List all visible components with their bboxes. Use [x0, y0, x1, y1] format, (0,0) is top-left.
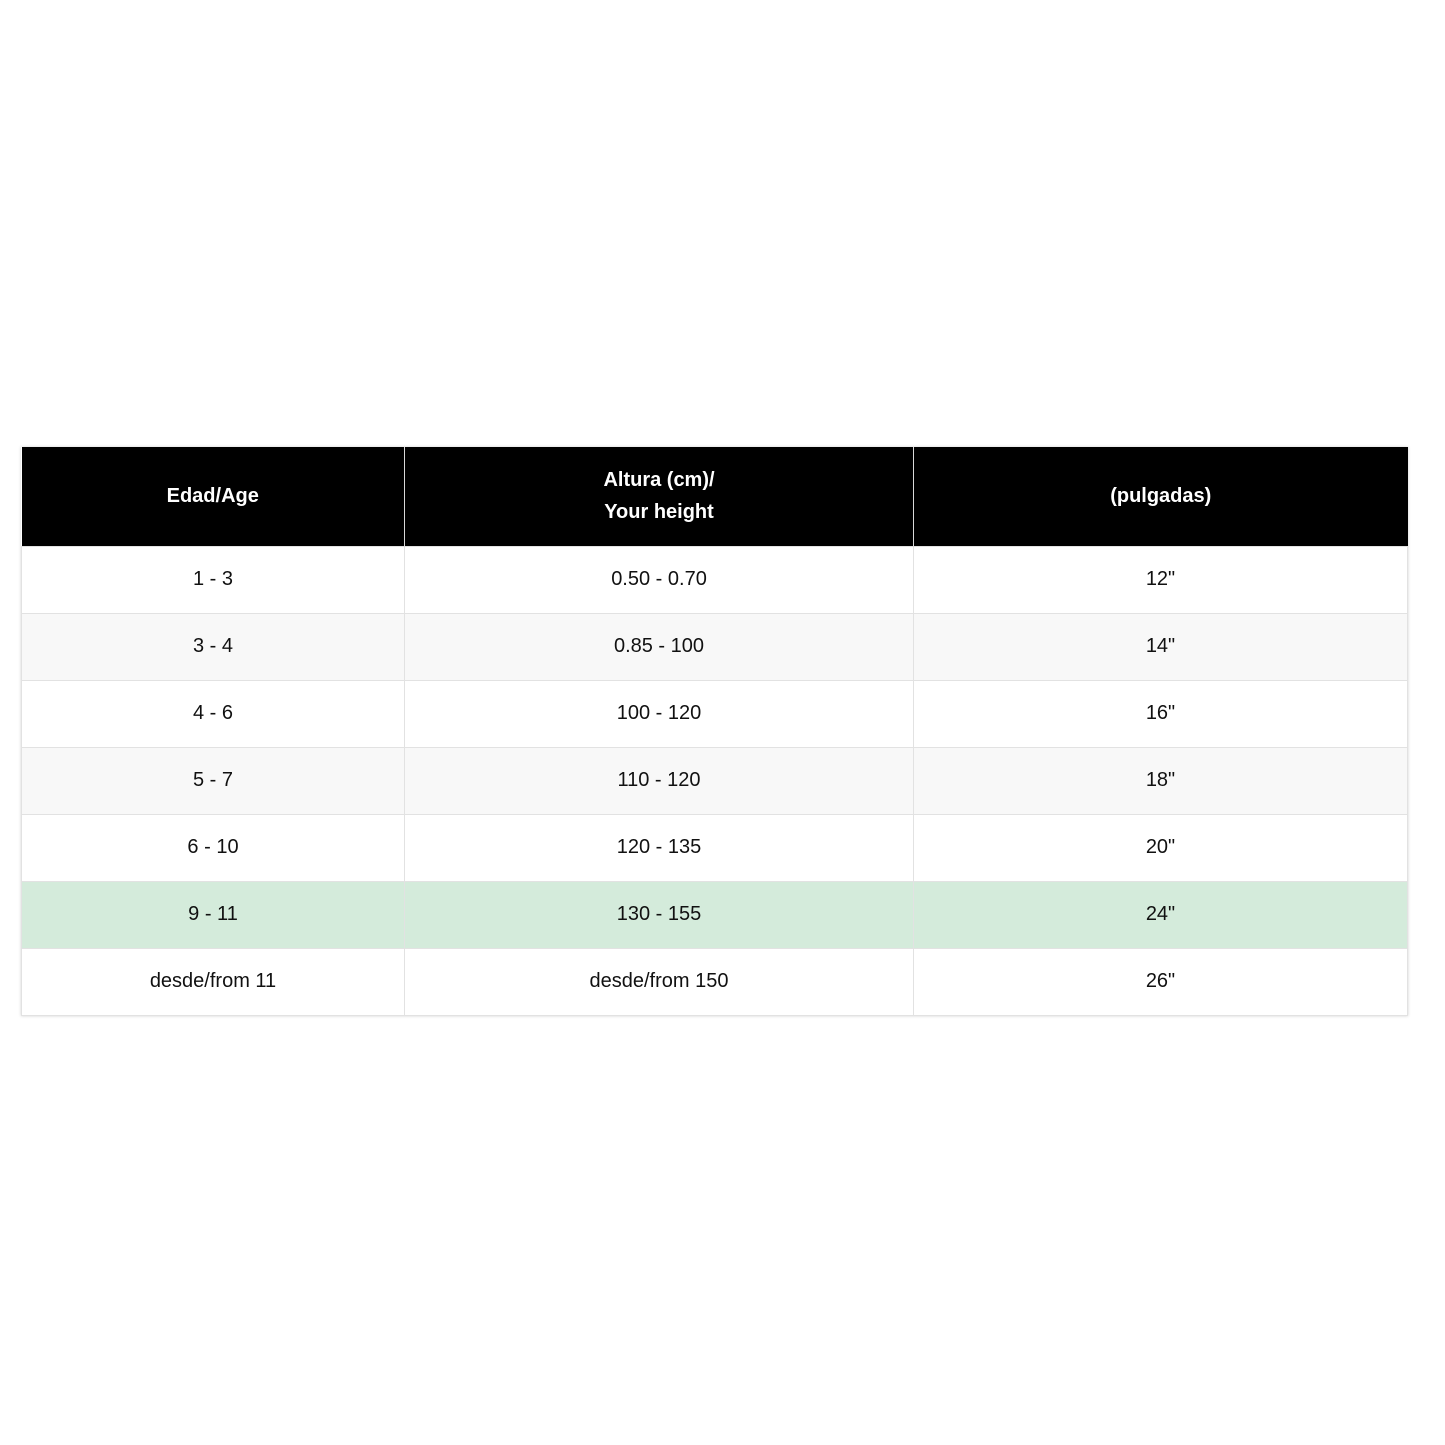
height-cell: 0.85 - 100: [405, 613, 914, 680]
inches-cell: 12": [914, 546, 1408, 613]
inches-cell: 24": [914, 881, 1408, 948]
table-header: [22, 447, 1408, 546]
table-row: [22, 613, 1408, 680]
header-height-label-line1: Altura (cm)/: [603, 469, 715, 492]
size-chart-table: [21, 447, 1408, 1016]
age-cell: 9 - 11: [22, 881, 405, 948]
inches-cell: 16": [914, 680, 1408, 747]
height-cell: desde/from 150: [405, 948, 914, 1015]
header-inches-label: (pulgadas): [1110, 485, 1212, 508]
header-inches: [914, 447, 1408, 546]
header-age: [22, 447, 405, 546]
table-row: [22, 680, 1408, 747]
inches-cell: 20": [914, 814, 1408, 881]
header-height-cm: [405, 447, 914, 546]
table-body: [22, 546, 1408, 1015]
table-row: [22, 814, 1408, 881]
age-cell: 4 - 6: [22, 680, 405, 747]
table-row: [22, 948, 1408, 1015]
height-cell: 130 - 155: [405, 881, 914, 948]
header-row: [22, 447, 1408, 546]
height-cell: 110 - 120: [405, 747, 914, 814]
height-cell: 100 - 120: [405, 680, 914, 747]
inches-cell: 26": [914, 948, 1408, 1015]
header-height-label-line2: Your height: [604, 501, 714, 524]
table-row: [22, 747, 1408, 814]
inches-cell: 14": [914, 613, 1408, 680]
age-cell: 5 - 7: [22, 747, 405, 814]
age-cell: 1 - 3: [22, 546, 405, 613]
inches-cell: 18": [914, 747, 1408, 814]
header-age-label: Edad/Age: [166, 485, 259, 508]
table-row: [22, 546, 1408, 613]
age-cell: 3 - 4: [22, 613, 405, 680]
height-cell: 120 - 135: [405, 814, 914, 881]
height-cell: 0.50 - 0.70: [405, 546, 914, 613]
table-row-highlighted: [22, 881, 1408, 948]
age-cell: 6 - 10: [22, 814, 405, 881]
age-cell: desde/from 11: [22, 948, 405, 1015]
